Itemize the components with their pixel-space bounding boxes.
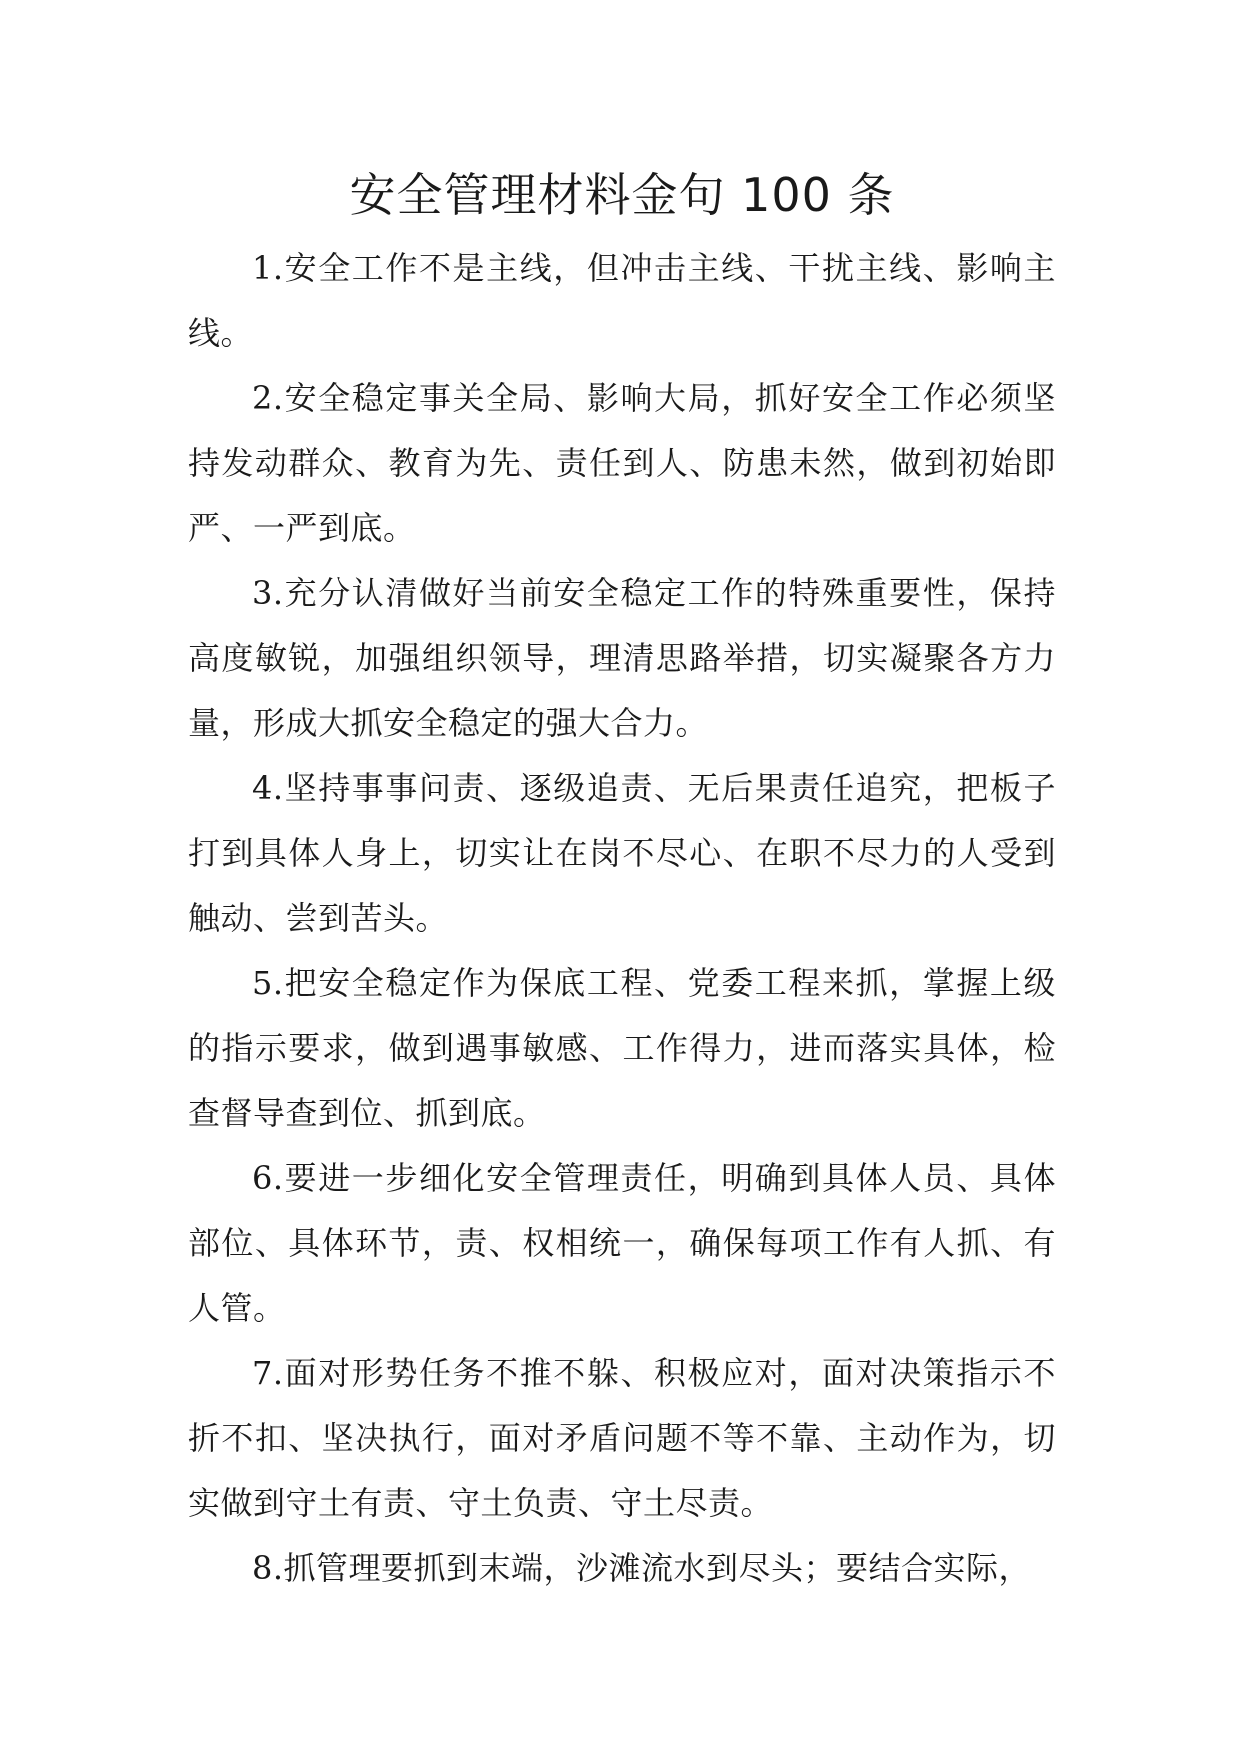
item-text: 坚持事事问责、逐级追责、无后果责任追究，把板子打到具体人身上，切实让在岗不尽心、在职不尽力的人受到触动、尝到苦头。 [188, 769, 1056, 937]
item-text: 面对形势任务不推不躲、积极应对，面对决策指示不折不扣、坚决执行，面对矛盾问题不等不靠、主动作为，切实做到守土有责、守土负责、守土尽责。 [188, 1354, 1056, 1522]
list-item [188, 756, 1056, 951]
item-number: 6. [252, 1159, 284, 1197]
list-item [188, 1536, 1056, 1601]
document-title: 安全管理材料金句 100 条 [349, 168, 895, 222]
item-number: 8. [252, 1549, 284, 1587]
item-text: 安全工作不是主线，但冲击主线、干扰主线、影响主线。 [188, 249, 1056, 352]
item-text: 抓管理要抓到末端，沙滩流水到尽头；要结合实际， [283, 1549, 1032, 1587]
list-item [188, 951, 1056, 1146]
list-item [188, 236, 1056, 366]
item-number: 5. [252, 964, 284, 1002]
list-item [188, 1341, 1056, 1536]
item-number: 2. [252, 379, 284, 417]
item-number: 1. [252, 249, 284, 287]
document-page [188, 160, 1056, 1601]
item-text: 把安全稳定作为保底工程、党委工程来抓，掌握上级的指示要求，做到遇事敏感、工作得力，进而落实具体，检查督导查到位、抓到底。 [188, 964, 1056, 1132]
item-text: 安全稳定事关全局、影响大局，抓好安全工作必须坚持发动群众、教育为先、责任到人、防患未然，做到初始即严、一严到底。 [188, 379, 1056, 547]
item-number: 4. [252, 769, 284, 807]
item-number: 3. [252, 574, 284, 612]
item-number: 7. [252, 1354, 284, 1392]
item-text: 充分认清做好当前安全稳定工作的特殊重要性，保持高度敏锐，加强组织领导，理清思路举措，切实凝聚各方力量，形成大抓安全稳定的强大合力。 [188, 574, 1056, 742]
list-item [188, 366, 1056, 561]
item-text: 要进一步细化安全管理责任，明确到具体人员、具体部位、具体环节，责、权相统一，确保每项工作有人抓、有人管。 [188, 1159, 1056, 1327]
list-item [188, 561, 1056, 756]
list-item [188, 1146, 1056, 1341]
